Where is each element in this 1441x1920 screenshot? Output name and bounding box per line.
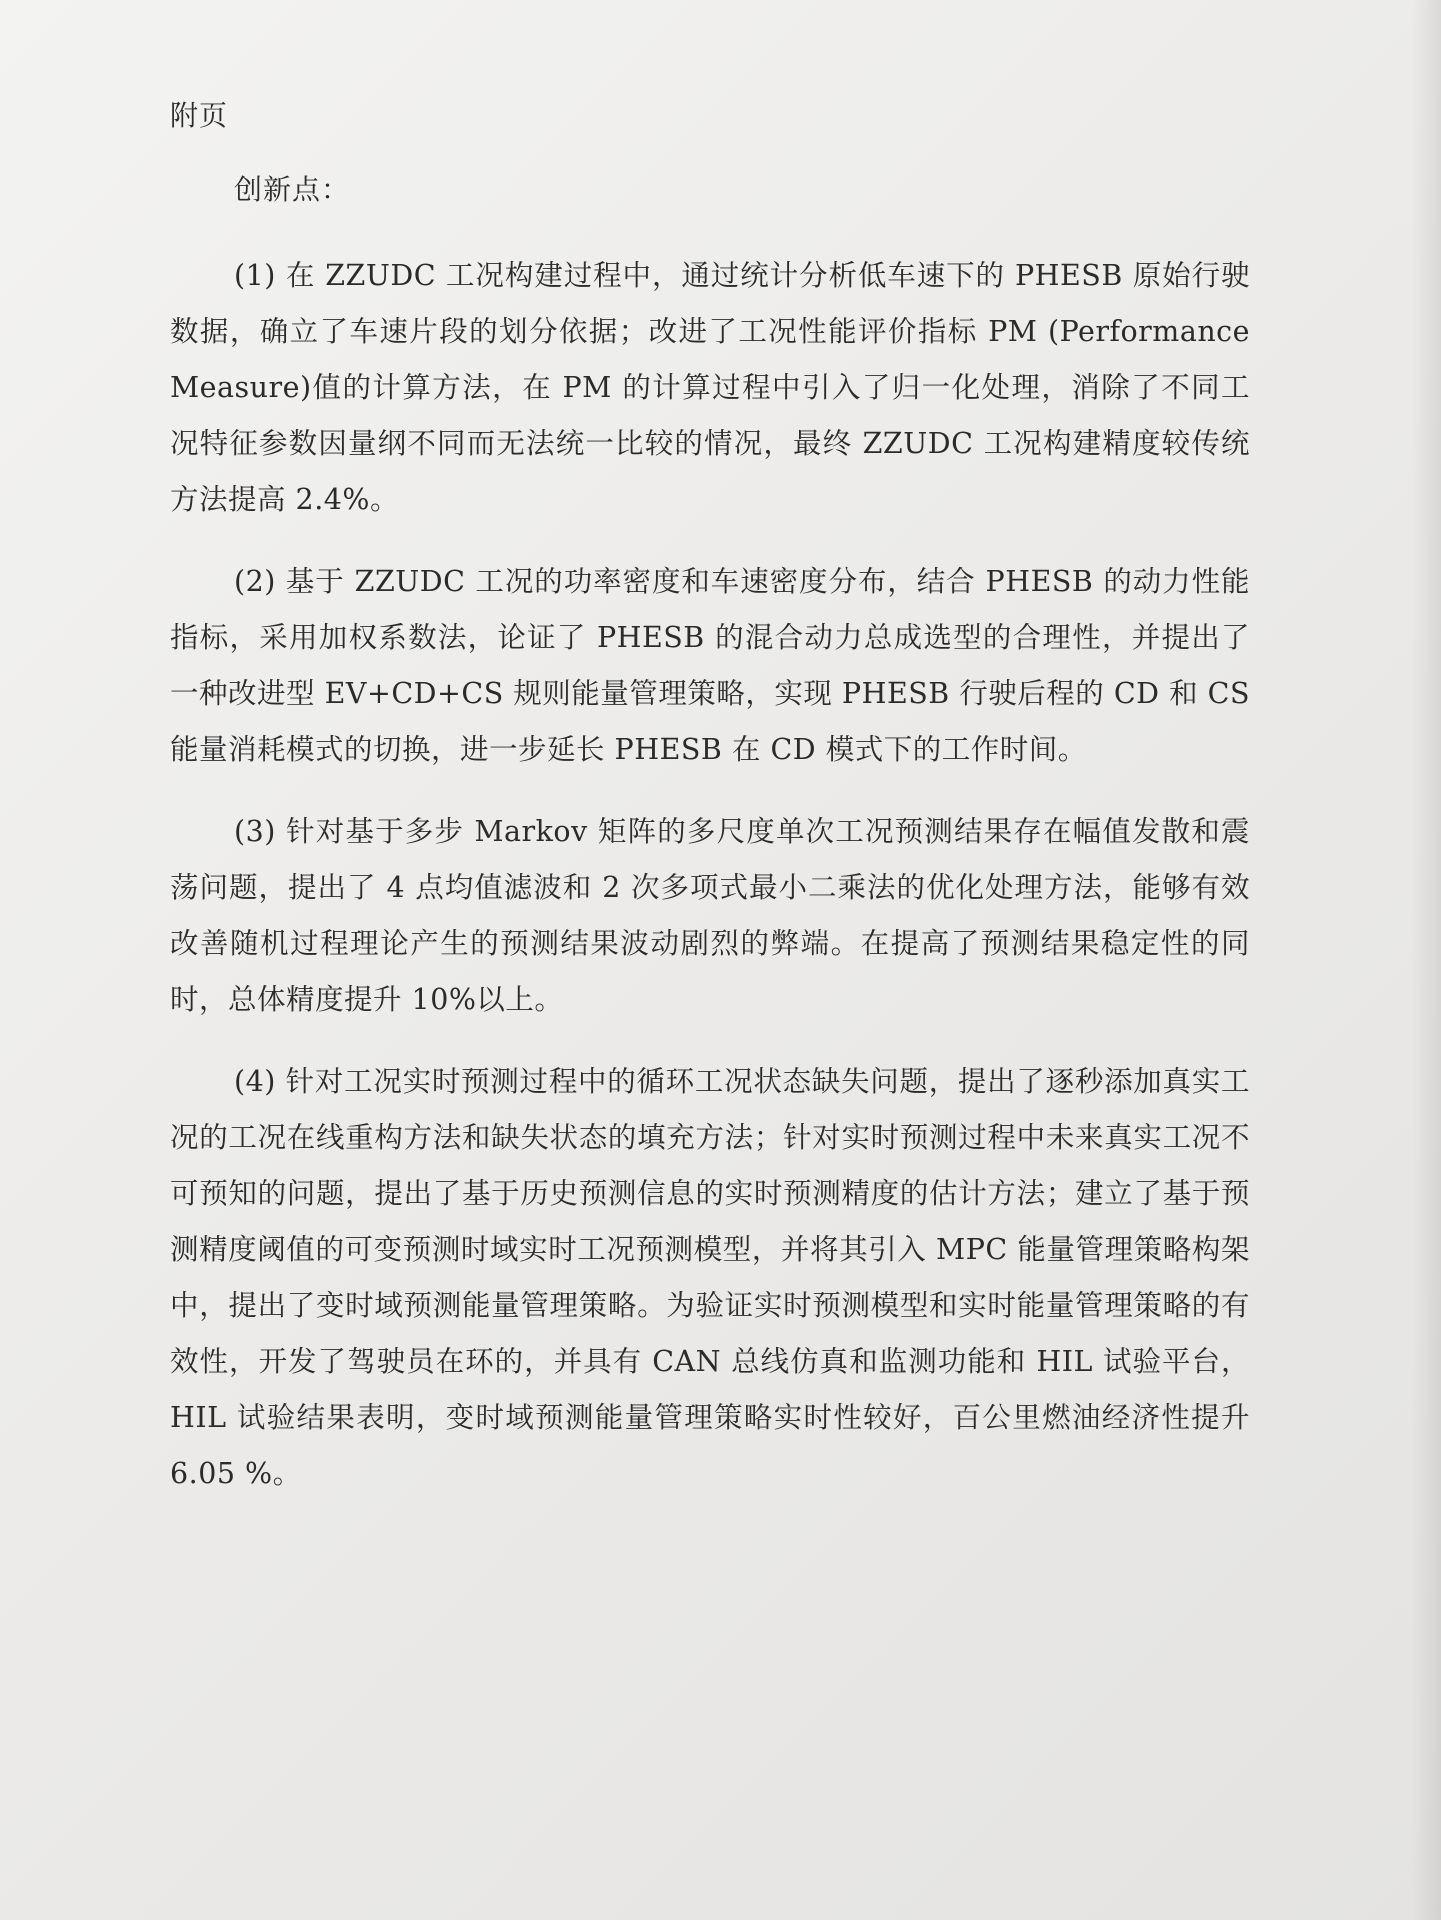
- innovation-item-2: [170, 554, 1250, 778]
- item-text: 在 ZZUDC 工况构建过程中，通过统计分析低车速下的 PHESB 原始行驶数据，确立了车速片段的划分依据；改进了工况性能评价指标 PM (Performance Measure)值的计算方法，在 PM 的计算过程中引入了归一化处理，消除了不同工况特征参数因量纲不同而无法统一比较的情况，最终 ZZUDC 工况构建精度较传统方法提高 2.4%。: [170, 259, 1250, 516]
- item-number: (1): [234, 259, 276, 292]
- item-number: (4): [234, 1065, 276, 1098]
- item-number: (3): [234, 815, 276, 848]
- page-content: [170, 96, 1250, 1528]
- item-text: 针对基于多步 Markov 矩阵的多尺度单次工况预测结果存在幅值发散和震荡问题，提出了 4 点均值滤波和 2 次多项式最小二乘法的优化处理方法，能够有效改善随机过程理论产生的预测结果波动剧烈的弊端。在提高了预测结果稳定性的同时，总体精度提升 10%以上。: [170, 815, 1250, 1016]
- page-shadow: [1411, 0, 1441, 1920]
- item-number: (2): [234, 565, 276, 598]
- innovation-item-1: [170, 248, 1250, 528]
- item-text: 基于 ZZUDC 工况的功率密度和车速密度分布，结合 PHESB 的动力性能指标，采用加权系数法，论证了 PHESB 的混合动力总成选型的合理性，并提出了一种改进型 EV+CD+CS 规则能量管理策略，实现 PHESB 行驶后程的 CD 和 CS 能量消耗模式的切换，进一步延长 PHESB 在 CD 模式下的工作时间。: [170, 565, 1250, 766]
- innovation-item-4: [170, 1054, 1250, 1502]
- section-title: 创新点：: [234, 173, 351, 206]
- item-text: 针对工况实时预测过程中的循环工况状态缺失问题，提出了逐秒添加真实工况的工况在线重构方法和缺失状态的填充方法；针对实时预测过程中未来真实工况不可预知的问题，提出了基于历史预测信息的实时预测精度的估计方法；建立了基于预测精度阈值的可变预测时域实时工况预测模型，并将其引入 MPC 能量管理策略构架中，提出了变时域预测能量管理策略。为验证实时预测模型和实时能量管理策略的有效性，开发了驾驶员在环的，并具有 CAN 总线仿真和监测功能和 HIL 试验平台，HIL 试验结果表明，变时域预测能量管理策略实时性较好，百公里燃油经济性提升 6.05 %。: [170, 1065, 1250, 1490]
- page-header: 附页: [170, 99, 229, 132]
- innovation-item-3: [170, 804, 1250, 1028]
